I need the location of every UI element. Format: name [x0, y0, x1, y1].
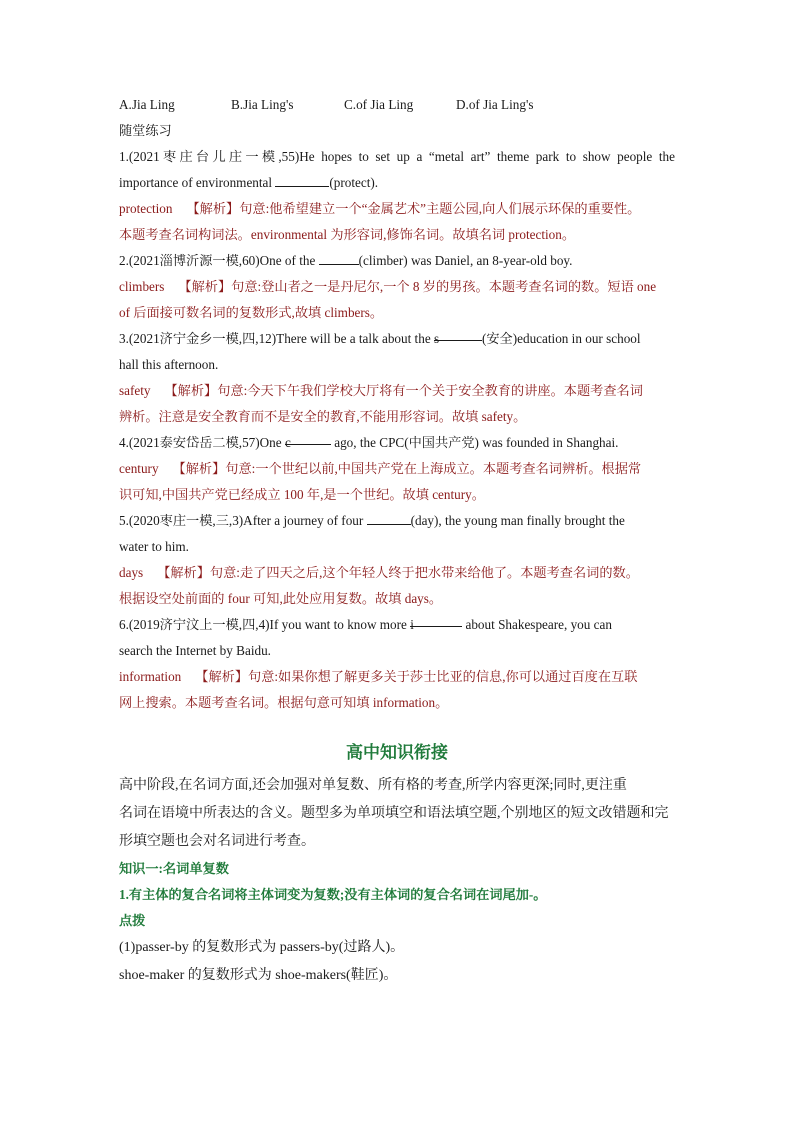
document-page: [119, 92, 675, 990]
knowledge-title: 知识一:名词单复数: [119, 861, 229, 876]
answer-word: information: [119, 669, 182, 684]
answer-word: protection: [119, 201, 173, 216]
answer-blank: s: [434, 326, 482, 341]
question-text-line: hall this afternoon.: [119, 357, 219, 372]
rule-text: 1.有主体的复合名词将主体词变为复数;没有主体词的复合名词在词尾加-。: [119, 887, 547, 902]
question-text-line: search the Internet by Baidu.: [119, 643, 271, 658]
question-6: [119, 612, 675, 716]
answer-explanation: century 【解析】句意:一个世纪以前,中国共产党在上海成立。本题考查名词辨析。根据常: [119, 461, 642, 476]
answer-blank: i: [410, 612, 462, 627]
question-text-line: 6.(2019济宁汶上一模,四,4)If you want to know more i about Shakespeare, you can: [119, 612, 675, 638]
answer-options: [119, 92, 675, 118]
answer-explanation-cont: 辨析。注意是安全教育而不是安全的教育,不能用形容词。故填 safety。: [119, 409, 527, 424]
answer-explanation: climbers 【解析】句意:登山者之一是丹尼尔,一个 8 岁的男孩。本题考查名词的数。短语 one: [119, 279, 657, 294]
intro-line: 高中阶段,在名词方面,还会加强对单复数、所有格的考查,所学内容更深;同时,更注重: [119, 778, 627, 793]
question-text-line: 4.(2021泰安岱岳二模,57)One c ago, the CPC(中国共产党) was founded in Shanghai.: [119, 430, 675, 456]
question-text-line: importance of environmental (protect).: [119, 170, 675, 196]
practice-heading: 随堂练习: [119, 123, 172, 138]
answer-blank: c: [285, 430, 331, 445]
question-text-line: 3.(2021济宁金乡一模,四,12)There will be a talk about the s (安全)education in our school: [119, 326, 675, 352]
tip-line: (1)passer-by 的复数形式为 passers-by(过路人)。: [119, 940, 405, 955]
tip-label: 点拨: [119, 913, 146, 928]
question-3: [119, 326, 675, 430]
question-2: [119, 248, 675, 326]
tip-line: shoe-maker 的复数形式为 shoe-makers(鞋匠)。: [119, 968, 398, 983]
answer-word: climbers: [119, 279, 165, 294]
answer-explanation-cont: of 后面接可数名词的复数形式,故填 climbers。: [119, 305, 384, 320]
section-title: 高中知识衔接: [346, 743, 448, 762]
answer-explanation-cont: 根据设空处前面的 four 可知,此处应用复数。故填 days。: [119, 591, 443, 606]
answer-blank: [367, 510, 411, 525]
answer-explanation: safety 【解析】句意:今天下午我们学校大厅将有一个关于安全教育的讲座。本题考查名词: [119, 383, 643, 398]
answer-blank: [319, 250, 359, 265]
answer-explanation: information 【解析】句意:如果你想了解更多关于莎士比亚的信息,你可以通过百度在互联: [119, 669, 638, 684]
answer-word: safety: [119, 383, 151, 398]
intro-line: 形填空题也会对名词进行考查。: [119, 834, 315, 849]
answer-word: days: [119, 565, 144, 580]
answer-word: century: [119, 461, 159, 476]
question-text-line: water to him.: [119, 539, 189, 554]
intro-line: 名词在语境中所表达的含义。题型多为单项填空和语法填空题,个别地区的短文改错题和完: [119, 806, 669, 821]
question-text-line: 2.(2021淄博沂源一模,60)One of the (climber) was Daniel, an 8-year-old boy.: [119, 248, 675, 274]
option-a: A.Jia Ling: [119, 97, 175, 112]
option-b: B.Jia Ling's: [231, 97, 294, 112]
question-text-line: 1.(2021枣庄台儿庄一模,55)He hopes to set up a “metal art” theme park to show people the: [119, 149, 675, 164]
section-intro: [119, 772, 675, 856]
question-1: [119, 144, 675, 248]
question-text-line: 5.(2020枣庄一模,三,3)After a journey of four (day), the young man finally brought the: [119, 508, 675, 534]
question-4: [119, 430, 675, 508]
option-c: C.of Jia Ling: [344, 97, 414, 112]
answer-blank: [275, 172, 329, 187]
option-d: D.of Jia Ling's: [456, 97, 534, 112]
answer-explanation: days 【解析】句意:走了四天之后,这个年轻人终于把水带来给他了。本题考查名词的数。: [119, 565, 639, 580]
question-5: [119, 508, 675, 612]
answer-explanation-cont: 本题考查名词构词法。environmental 为形容词,修饰名词。故填名词 protection。: [119, 227, 576, 242]
answer-explanation-cont: 识可知,中国共产党已经成立 100 年,是一个世纪。故填 century。: [119, 487, 485, 502]
answer-explanation-cont: 网上搜索。本题考查名词。根据句意可知填 information。: [119, 695, 449, 710]
answer-explanation: protection 【解析】句意:他希望建立一个“金属艺术”主题公园,向人们展示环保的重要性。: [119, 201, 641, 216]
